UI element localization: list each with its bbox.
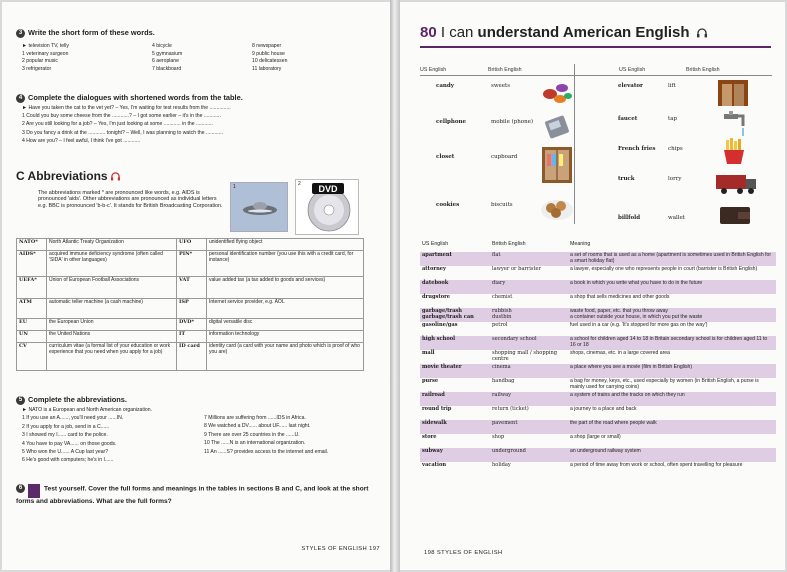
table-row: apartment flat a set of rooms that is used as a home (apartment is sometimes used in British English for a smart holiday flat) — [420, 252, 776, 266]
table-row: mall shopping mall / shopping centre shops, cinemas, etc. in a large covered area — [422, 350, 670, 362]
table-row: vacation holiday a period of time away from work or school, often spent travelling for pleasure — [422, 462, 743, 468]
header-rule — [420, 75, 772, 76]
table-header-row: US English British English Meaning — [422, 241, 591, 247]
table-row: attorney lawyer or barrister a lawyer, especially one who represents people in court (barrister is British English) — [422, 266, 758, 272]
exercise-3-title: 3 Write the short form of these words. — [16, 28, 155, 38]
table-row: store shop a shop (large or small) — [422, 434, 621, 440]
col-header-us-2: US English — [619, 67, 646, 73]
col-header-gb: British English — [488, 67, 522, 73]
exercise-5-title: 5 Complete the abbreviations. — [16, 395, 127, 405]
dvd-disc-icon — [296, 180, 358, 234]
headphones-icon — [696, 28, 708, 38]
table-row: railroad railway a system of trains and the tracks on which they run — [420, 392, 776, 406]
section-c-intro: The abbreviations marked * are pronounced like words, e.g. AIDS is pronounced 'aids'. Other abbreviations are pronounced as individual letters e.g. BBC is pronounced 'b-b-c'. It stands for British Broadcasting Corporation. — [38, 190, 223, 209]
truck-icon — [714, 172, 758, 196]
table-row: ATM automatic teller machine (a cash machine) ISP Internet service provider, e.g. AOL — [17, 299, 364, 319]
table-row: movie theater cinema a place where you see a movie (film in British English) — [420, 364, 776, 378]
table-row: round trip return (ticket) a journey to a place and back — [422, 406, 637, 412]
faucet-icon — [718, 110, 748, 138]
table-row: UN the United Nations IT information technology — [17, 331, 364, 343]
pair-candy: candy sweets — [436, 83, 511, 89]
table-row: purse handbag a bag for money, keys, etc., used especially by women (in British English, a purse is mainly used for carrying coins) — [422, 378, 759, 390]
col-header-gb-2: British English — [686, 67, 720, 73]
left-page: 3 Write the short form of these words. ► television TV, telly 1 veterinary surgeon 2 popular music 3 refrigerator 4 bicycle 5 gymnasium 6 aeroplane 7 blackboard 8 newspaper 9 public house 10 delicatessen 11 laboratory 4 Complete the dialogues with shortened words from the table. ► Have you taken the cat to the vet yet? – Yes, I'm waiting for test results from the ............... 1 Could you buy some cheese from the ............? – I got some earlier – it's in the ............ 2 Are you still looking for a job? – Yes, I'm just looking at some ............ in the ............ 3 Do you fancy a drink at the ............ tonight? – Well, I was planning to watch the ............ 4 How are you? – I feel awful, I think I've got ............ C Abbreviations The abbreviations marked * are pronounced like words, e.g. AIDS is pronounced 'aids'. Other abbreviations are pronounced as individual letters e.g. BBC is pronounced 'b-b-c'. It stands for British Broadcasting Corporation. 1 2 DVD NATO* North Atlantic Treaty Organization UFO unidentified flying object AIDS* acquired immune deficiency syndrome (often called 'SIDA' in other languages) PIN* personal identification number (you use this with a credit card, for instance) UEFA* Union of European Football Associations VAT value added tax (a tax added to goods and services) ATM automatic teller machine (a cash machine) ISP Internet service provider, e.g. AOL EU the European Union DVD* digital versatile disc UN the United Nations IT information technology CV curriculum vitae (a formal list of your education or work experience that you need when you apply for a job) ID card identity card (a card with your name and photo which is proof of who you are) 5 Complete the abbreviations. ► NATO is a European and North American organization. 1 If you use an A......, you'll need your ......IN. 2 If you apply for a job, send in a C...... 3 I showed my I...... card to the police. 4 You have to pay VA...... on those goods. 5 Who won the U...... A Cup last year? 6 He's good with computers; he's in I...... 7 Millions are suffering from ......IDS in Africa. 8 We watched a DV...... about UF...... last night. 9 There are over 25 countries in the ......U. 10 The ......N is an international organization. 11 An ......S? provides access to the internet and email. 6 Test yourself. Cover the full forms and meanings in the tables in sections B and C, and look at the short forms and abbreviations. What are the full forms? STYLES OF ENGLISH 197 — [2, 2, 390, 570]
dvd-logo-text: DVD — [318, 184, 338, 194]
pair-cellphone: cellphone mobile (phone) — [436, 119, 534, 125]
title-rule — [420, 46, 771, 48]
cookies-icon — [540, 194, 574, 222]
table-row: drugstore chemist a shop that sells medicines and other goods — [422, 294, 670, 300]
col-header-us: US English — [420, 67, 447, 73]
elevator-icon — [715, 78, 751, 108]
book-gutter — [390, 0, 400, 572]
pair-closet: closet cupboard — [436, 154, 518, 160]
pair-french-fries: French fries chips — [618, 146, 683, 152]
headphones-icon — [110, 172, 121, 181]
closet-icon — [540, 145, 574, 185]
abbreviations-table — [16, 238, 364, 371]
vocabulary-table — [420, 241, 776, 476]
ufo-picture: 1 — [230, 182, 288, 232]
ex3-col2: 4 bicycle 5 gymnasium 6 aeroplane 7 blackboard — [152, 43, 183, 72]
table-row: datebook diary a book in which you write what you have to do in the future — [420, 280, 776, 294]
section-c-heading: C Abbreviations — [16, 169, 121, 183]
column-divider — [574, 64, 575, 224]
table-row: gasoline/gas petrol fuel used in a car (e.g. 'It's stopped for more gas on the way') — [422, 322, 708, 328]
pair-truck: truck lorry — [618, 176, 682, 182]
cellphone-icon — [542, 112, 572, 142]
ufo-icon — [231, 183, 287, 231]
test-yourself-icon — [28, 484, 40, 498]
ex3-col1: ► television TV, telly 1 veterinary surgeon 2 popular music 3 refrigerator — [22, 43, 69, 72]
table-row: EU the European Union DVD* digital versatile disc — [17, 319, 364, 331]
page-footer: 198 STYLES OF ENGLISH — [424, 550, 503, 556]
table-row: AIDS* acquired immune deficiency syndrome (often called 'SIDA' in other languages) PIN* personal identification number (you use this with a credit card, for instance) — [17, 251, 364, 277]
exercise-4-title: 4 Complete the dialogues with shortened words from the table. — [16, 93, 243, 103]
table-row: sidewalk pavement the part of the road where people walk — [420, 420, 776, 434]
candy-icon — [540, 76, 574, 108]
table-row: garbage/trash garbage/trash can rubbish dustbin waste food, paper, etc. that you throw away a container outside your house, in which you put the waste — [420, 308, 776, 322]
table-row: high school secondary school a school for children aged 14 to 18 in Britain secondary school is for children aged 11 to 16 or 18 — [420, 336, 776, 350]
table-row: NATO* North Atlantic Treaty Organization UFO unidentified flying object — [17, 239, 364, 251]
french-fries-icon — [718, 138, 752, 166]
table-row: CV curriculum vitae (a formal list of your education or work experience that you need when you apply for a job) ID card identity card (a card with your name and photo which is proof of who you are) — [17, 343, 364, 371]
pair-elevator: elevator lift — [618, 83, 676, 89]
exercise-6: 6 Test yourself. Cover the full forms and meanings in the tables in sections B and C, and look at the short forms and abbreviations. What are the full forms? — [16, 485, 369, 505]
unit-title: 80 I can understand American English — [420, 24, 708, 41]
table-row: subway underground an underground railway system — [420, 448, 776, 462]
table-row: UEFA* Union of European Football Associations VAT value added tax (a tax added to goods and services) — [17, 277, 364, 299]
right-page — [400, 2, 785, 570]
exercise-4-items: ► Have you taken the cat to the vet yet? – Yes, I'm waiting for test results from the ............... 1 Could you buy some cheese from the ............? – I got some earlier – it's in the ............ 2 Are you still looking for a job? – Yes, I'm just looking at some ............ in the ............ 3 Do you fancy a drink at the ............ tonight? – Well, I was planning to watch the ............ 4 How are you? – I feel awful, I think I've got ............ — [22, 105, 231, 144]
pair-billfold: billfold wallet — [618, 215, 685, 221]
wallet-icon — [718, 204, 752, 226]
dvd-picture: 2 DVD — [295, 179, 359, 235]
ex3-col3: 8 newspaper 9 public house 10 delicatessen 11 laboratory — [252, 43, 288, 72]
pair-cookies: cookies biscuits — [436, 202, 513, 208]
page-footer: STYLES OF ENGLISH 197 — [301, 546, 380, 552]
pair-faucet: faucet tap — [618, 116, 678, 122]
